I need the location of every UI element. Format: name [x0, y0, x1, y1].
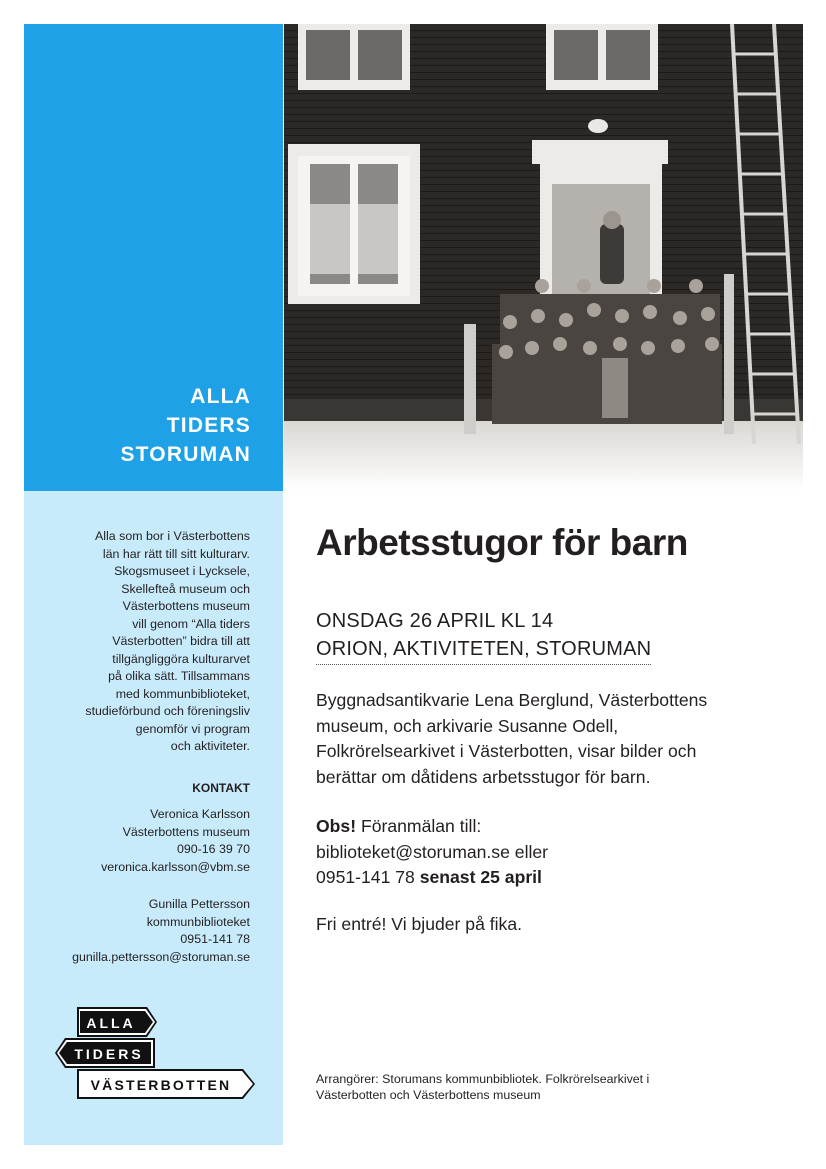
- alla-tiders-vasterbotten-logo: [54, 1006, 256, 1100]
- contact-email[interactable]: veronica.karlsson@vbm.se: [101, 859, 250, 874]
- contact-name: Veronica Karlsson: [150, 807, 250, 821]
- contact-phone: 090-16 39 70: [176, 842, 250, 856]
- registration-phone: 0951-141 78: [316, 867, 420, 887]
- registration-email[interactable]: biblioteket@storuman.se eller: [316, 841, 549, 862]
- event-description: Byggnadsantikvarie Lena Berglund, Västerbottens museum, och arkivarie Susanne Odell, Folkrörelsearkivet i Västerbotten, visar bilder och berättar om dåtidens arbetsstugor för barn.: [316, 690, 708, 787]
- registration-info: [316, 814, 756, 891]
- contact-gunilla: [40, 896, 250, 966]
- obs-text: Föranmälan till:: [356, 816, 482, 836]
- series-panel: [24, 24, 283, 491]
- logo-word-tiders: TIDERS: [74, 1046, 144, 1062]
- free-entry-note: Fri entré! Vi bjuder på fika.: [316, 914, 523, 934]
- event-place: ORION, AKTIVITETEN, STORUMAN: [316, 638, 651, 665]
- historic-school-photo: [284, 24, 803, 491]
- contact-org: kommunbiblioteket: [146, 914, 250, 929]
- contact-veronica: [40, 806, 250, 876]
- contact-phone: 0951-141 78: [180, 932, 250, 946]
- photo-illustration: [284, 24, 803, 491]
- obs-label: Obs!: [316, 816, 357, 836]
- contact-email[interactable]: gunilla.pettersson@storuman.se: [72, 949, 250, 964]
- logo-word-vasterbotten: VÄSTERBOTTEN: [90, 1077, 232, 1093]
- event-date: ONSDAG 26 APRIL KL 14: [316, 610, 554, 632]
- registration-deadline: senast 25 april: [419, 867, 542, 887]
- logo-word-alla: ALLA: [86, 1015, 136, 1031]
- contact-name: Gunilla Pettersson: [148, 897, 250, 911]
- contact-heading: KONTAKT: [192, 781, 250, 795]
- intro-text: Alla som bor i Västerbottens län har rätt till sitt kulturarv. Skogsmuseet i Lycksele, Skellefteå museum och Västerbottens museum vill genom “Alla tiders Västerbotten” bidra till att tillgängliggöra kulturarvet på olika sätt. Tillsammans med kommunbiblioteket, studieförbund och föreningsliv genomför vi program och aktiviteter.: [85, 529, 250, 753]
- event-headline: Arbetsstugor för barn: [316, 522, 688, 563]
- contact-org: Västerbottens museum: [122, 824, 250, 839]
- series-title: ALLA TIDERS STORUMAN: [120, 385, 251, 466]
- organizers-note: Arrangörer: Storumans kommunbibliotek. Folkrörelsearkivet i Västerbotten och Västerbottens museum: [316, 1072, 650, 1102]
